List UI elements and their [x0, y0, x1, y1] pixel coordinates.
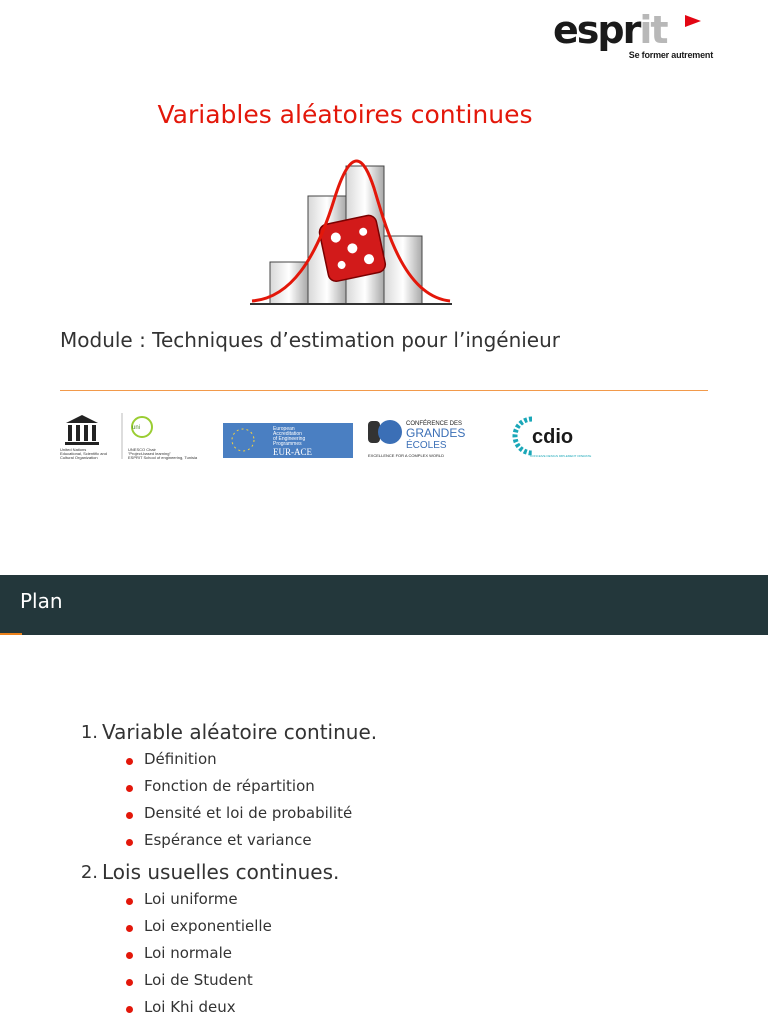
list-item: [0, 998, 768, 1025]
bullet-icon: [126, 758, 133, 765]
list-item-label: Espérance et variance: [144, 831, 312, 849]
svg-text:Educational, Scientific and: Educational, Scientific and: [60, 451, 107, 456]
list-item: [0, 890, 768, 917]
plan-title: Plan: [20, 589, 63, 613]
bullet-icon: [126, 785, 133, 792]
bullet-icon: [126, 812, 133, 819]
svg-text:ÉCOLES: ÉCOLES: [406, 440, 447, 451]
svg-text:United Nations: United Nations: [60, 447, 87, 452]
list-item: [0, 917, 768, 944]
section-label: Lois usuelles continues.: [102, 860, 340, 884]
svg-text:EUR-ACE: EUR-ACE: [273, 447, 312, 457]
section-label: Variable aléatoire continue.: [102, 720, 378, 744]
section-number: 1.: [80, 722, 98, 743]
dice-icon: [318, 214, 387, 283]
bullet-icon: [126, 839, 133, 846]
cdio-logo: [510, 411, 622, 461]
list-item: [0, 971, 768, 998]
eur-ace-logo: [223, 423, 353, 458]
list-item: [0, 804, 768, 831]
svg-text:European: European: [273, 426, 295, 432]
bullet-icon: [126, 1006, 133, 1013]
list-item-label: Définition: [144, 750, 217, 768]
list-item: [0, 777, 768, 804]
section-number: 2.: [80, 862, 98, 883]
plan-header-bar: [0, 575, 768, 635]
plan-section: [0, 718, 768, 858]
list-item-label: Loi de Student: [144, 971, 253, 989]
svg-text:EXCELLENCE FOR A COMPLEX WORLD: EXCELLENCE FOR A COMPLEX WORLD: [368, 453, 445, 458]
list-item-label: Loi Khi deux: [144, 998, 236, 1016]
bullet-icon: [126, 925, 133, 932]
list-item-label: Loi exponentielle: [144, 917, 272, 935]
histogram-bar: [384, 236, 422, 304]
svg-text:UNESCO Chair: UNESCO Chair: [128, 447, 156, 452]
logo-word-light: it: [639, 8, 667, 52]
svg-text:of Engineering: of Engineering: [273, 436, 306, 442]
svg-text:Programmes: Programmes: [273, 441, 302, 447]
svg-text:cdio: cdio: [532, 426, 574, 448]
histogram-dice-illustration: [246, 158, 456, 308]
flag-icon: [685, 15, 701, 27]
section-heading: [0, 718, 768, 750]
plan-section: [0, 858, 768, 1025]
bullet-icon: [126, 952, 133, 959]
esprit-wordmark: [553, 8, 667, 52]
esprit-logo: [553, 8, 713, 62]
module-subtitle: Module : Techniques d’estimation pour l’ingénieur: [60, 328, 561, 352]
logo-tagline: Se former autrement: [628, 50, 713, 60]
svg-text:Accreditation: Accreditation: [273, 431, 302, 437]
list-item-label: Loi normale: [144, 944, 232, 962]
slide-title: Variables aléatoires continues: [157, 100, 533, 129]
partner-logos: [60, 411, 624, 463]
bullet-icon: [126, 979, 133, 986]
bullet-icon: [126, 898, 133, 905]
logo-word-dark: espr: [553, 8, 640, 52]
plan-outline: [0, 718, 768, 1025]
svg-text:CONCEIVE DESIGN IMPLEMENT OPER: CONCEIVE DESIGN IMPLEMENT OPERATE: [530, 454, 592, 458]
cge-logo: [366, 411, 496, 461]
svg-text:GRANDES: GRANDES: [406, 426, 466, 440]
unesco-logo: [60, 411, 210, 461]
list-item: [0, 831, 768, 858]
svg-text:ESPRIT School of engineering,: ESPRIT School of engineering, Tunisia: [128, 455, 198, 460]
list-item: [0, 944, 768, 971]
list-item-label: Loi uniforme: [144, 890, 238, 908]
svg-text:CONFÉRENCE DES: CONFÉRENCE DES: [406, 421, 463, 427]
accent-mark: [0, 633, 22, 635]
svg-text:"Project-based learning": "Project-based learning": [128, 451, 171, 456]
list-item-label: Densité et loi de probabilité: [144, 804, 353, 822]
list-item-label: Fonction de répartition: [144, 777, 315, 795]
svg-text:uni: uni: [132, 425, 141, 431]
svg-text:Cultural Organization: Cultural Organization: [60, 455, 98, 460]
list-item: [0, 750, 768, 777]
section-heading: [0, 858, 768, 890]
divider: [60, 390, 708, 391]
